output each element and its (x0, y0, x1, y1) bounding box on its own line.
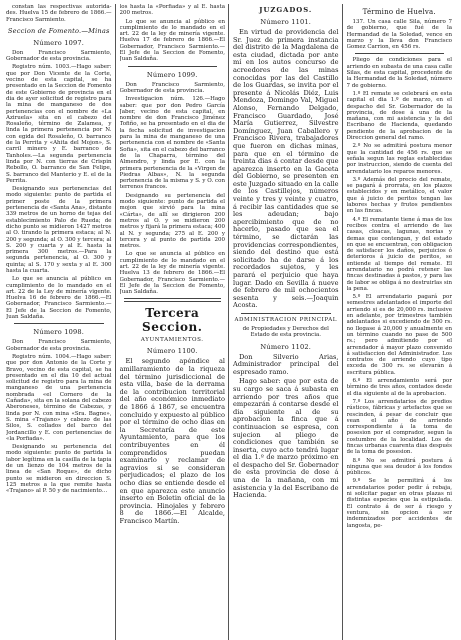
paragraph: 4.º El rematante tiene á mas de los recibos contra el arriendo de las casas, cloacas, lagunas, norias y demas que contengan, y del estado en que se encuentran, con obligacion de satisfacer los daños, perjuicios ó deterioros á juicio de peritos, se entiende al tiempo del remate. El arrendatario no podrá retener las fincas destinadas á pastos, y para las de labor se obliga á no destruirlas sin la pena. (346, 216, 452, 292)
paragraph: Lo que se anuncia al público en cumplimiento de lo mandado en el art. 22 de la ley de minería vigente. Huelva 17 de febrero de 1866.—El Gobernador, Francisco Sarmiento.—El Jefe de la Seccion de Fomento, Juan Saldaña. (119, 18, 225, 63)
paragraph: 1.º El remate se celebrará en esta capital el dia 1.º de marzo, en el despacho del Sr. Gobernador de la provincia, de dose á una de la mañana, con mi asistencia y la del Escribano de Hacienda, quedando pendiente de la aprobacion de la Direccion general del ramo. (346, 90, 452, 142)
paragraph: Designando sus pertenencias del modo siguiente: punto de partida el primer poste de la primera pertenencia de «Santa Ana», distante 339 metros de un horno de tejas del establecimiento Palo de Rueda; de dicho punto se midieron 1427 metros al O. tirando la primera estaca; al N. 200 y segunda; al O. 300 y tercera; al S. 200 y cuarta y al E. hasta la primera 300 metros.—Para la segunda pertenencia, al O. 300 y quinta; al S. 170 y sexta y al E. 300 hasta la cuarta. (6, 186, 112, 274)
notice-number: Número 1099. (146, 70, 198, 79)
paragraph: Registro núm. 1003.—Hago saber: que por Don Vicente de la Corte, vecino de esta capital, se ha presentado en la Seccion de Fomento de este Gobierno de provincia en el dia de ayer solicitud de registro para la mina de manganeso de dos pertenencias con el nombre de «La Aziruela» sita en el cabezo del Rosaleño, término de Zalamea, y linda la primera pertenencia por N. con egida del Rosaleño, O. barranco de la Perrita y «Ahita del Mojon», S. carril minero y E. barranco de Tanholes.—La segunda pertenencia linda por N. con tierras de Crispin Rebollo, O. barranco de San Felipe, S. barranco del Manterio y E. el de la Perrita. (6, 64, 112, 184)
section-title: JUZGADOS. (259, 6, 313, 14)
paragraph: 5.º El arrendatario pagará por semestres adelantados el importe del arriendo si es de 20,000 rs. inclusive en adelante, por trimestres también adelantados si excediendo de 500 rs. no llegase á 20,000 y anualmente en un término cuando no pase de 500 rs.; pero admitiendo por el arrendador á mayor plazo convenido á satisfaccion del Administrador. Los contratos de arriendo cuyo tipo exceda de 300 rs. se elevarán á escritura pública. (346, 294, 452, 376)
notice-number: Número 1101. (260, 18, 312, 26)
paragraph: 8.º No se admitirá postura á ninguna que sea deudor á los fondos públicos. (346, 457, 452, 477)
paragraph: Investigacion núm. 126.—Hago saber: que por don Pedro García Jaber, vecino de esta capital, en nombre de don Francisco Jiménez Tofiño, se ha presentado en el dia de la fecha solicitud de investigacion para la mina de manganeso de una pertenencia con el nombre de «Santa Sofia», sita en el cabezo del barranco de la Chaparra, término del Almendro, y linda por E. con la primera pertenencia de la «Virgen de Piedras Albas», N. la segunda pertenencia de la misma y S. y O. con terrenos francos. (119, 96, 225, 191)
paragraph: 6.º El arrendamiento será por término de tres años, contados desde el dia siguiente al de la aprobacion. (346, 378, 452, 397)
notice-number: Número 1102. (260, 342, 312, 351)
paragraph: Registro núm. 1004.—Hago saber: que por don Antonio de la Corte y Bravo, vecino de esta capital, se ha presentado en el dia 10 del actual solicitud de registro para la mina de manganeso de una pertenencia nombrada «el Cornero de la Cañada», sita en la solana del cabezo Aberoneses, término de Cabezas, y linda por N. con mina «Sra. Bagne», S. mina «Trajano» y cabezo de las Silos, S. collados del barco del Jordancillo y E. con pertenencias de «la Porfiada». (6, 353, 112, 442)
paragraph: Don Francisco Sarmiento, Gobernador de esta provincia. (119, 81, 225, 94)
column-1 (6, 4, 116, 640)
paragraph: Designando su pertenencia del modo siguiente: punto de partida la labor legítima en la casilla de la tapia de un lienzo de 104 metros de la linea de «San Roque», de dicho punto se midieron en direccion S. 125 metros a la que remite hasta «Trajano» al P. 50 y de nacimiento… (6, 444, 112, 495)
paragraph: 137. Un casa calle Sila, número 7 de gobierno, que fué de la Hermandad de la Soledad, vence en marzo y la lleva don Francisco Gomez Carrion, en 456 rs. (346, 19, 452, 51)
section-subtitle: AYUNTAMIENTOS. (140, 337, 204, 344)
paragraph: Pliego de condiciones para el arriendo en subasta de una casa calle Silas, de esta capital, procedente de la Hermandad de la Soledad, número 7 de gobierno. (346, 57, 452, 89)
divider (241, 313, 331, 314)
notice-number: Número 1097. (33, 38, 85, 47)
notice-number: Número 1098. (33, 328, 85, 337)
divider (14, 323, 104, 324)
divider (128, 66, 218, 67)
paragraph: Don Silverio Arias, Administrador principal del espresado ramo. (233, 352, 339, 376)
column-2 (120, 4, 230, 640)
paragraph: 3.º Además del precio del remate, se pagará á prorrata, en los plazos establecidos y en metálico, el valor que á juicio de peritos tengan las labores hechas y frutos pendientes en las fincas. (346, 176, 452, 215)
paragraph: Hago saber: que por esta de su cargo se saca á subasta en arriendo por tres años que empezarán á contarse desde el dia siguiente al de su aprobacion la finca que á continuacion se espresa, con sujecion al pliego de condiciones que también se inserta, cuyo acto tendrá lugar el dia 1.º de marzo próximo en el despacho del Sr. Gobernador de esta provincia de dose á una de la mañana, con mi asistencia y la del Escribano de Hacienda. (233, 377, 339, 500)
paragraph: Don Francisco Sarmiento, Gobernador de esta provincia. (6, 339, 112, 352)
paragraph: Designando su pertenencia del modo siguiente: punto de partida el mojon que sirvió para la mina «Cárta», de allí se dirigieron 200 metros al O. y se midieron 200 metros y fijará la primera estaca; 400 al N. y segunda; 275 al E. 200 y tercera y al punto de partida 200 metros. (119, 192, 225, 250)
paragraph: En virtud de providencia del Sr. Juez de primera instancia del distrito de la Magdalena de esta ciudad, dictada por ante mí en los autos concurso de acreedores de las minas conocidas por las del Castillo de los Guardas, se invita por el presente á Nicolás Diéz, Luis Mendoza, Domingo Val, Miguel Alonso, Fernando Delgado, Francisco Guardado, José María Gutierrez, Silvestre Domínguez, Juan Caballero y Francisco Rivera, trabajadores que fueron en dichas minas, para que en el término de treinta dias á contar desde que aparezca inserto en la Gaceta del Gobierno, se presenten en este Juzgado situado en la calle de los Castillejos, números veinte y tres y veinte y cuatro, á recibir las cantidades que se les adeudan; bajo apercibimiento que de no hacerlo, pasado que sea el término, se dictarán las providencias correspondientes, siendo del destino que está solicitado ha de darse á los recordados sujetos, y les parará el perjuicio que haya lugar. Dado en Sevilla á nueve de febrero de mil ochocientos sesenta y seis.—Joaquin Acosta. (233, 28, 339, 310)
section-title: Tercera Seccion. (142, 306, 203, 335)
paragraph: 7.º Los arrendatarios de predios rústicos, fábricas y artefactos que se rescinden, á pesar de concluir que vean el año de arriendo correspondiente á la toma de posesion por el comprador, segun la costumbre de la localidad. Los de fincas urbanas cuarenta dias después de la toma de posesion. (346, 398, 452, 456)
paragraph: Lo que se anuncia al público en cumplimiento de lo mandado en el art. 22 de la ley de minería vigente. Huelva 13 de febrero de 1866.—El Gobernador, Francisco Sarmiento.—El Jefe de la Seccion de Fomento, Juan Saldaña. (119, 251, 225, 296)
paragraph: Don Francisco Sarmiento, Gobernador de esta provincia. (6, 49, 112, 63)
paragraph: El segundo apéndice al amillaramiento de la riqueza del término jurisdiccional de esta villa, base de la derrama de la contribucion territorial del año económico inmediato de 1866 á 1867, se encuentra concluido y expuesto al público por el término de ocho dias en la Secretaría de este Ayuntamiento, para que los contribuyentes en él comprendidos puedan examinarlo y reclamar de agravios si se consideran perjudicados; el plazo de los ocho dias se entiende desde el en que aparezca este anuncio inserto en Boletin oficial de la provincia. Hinojales y febrero 8 de 1866.—El Alcalde, Francisco Martín. (119, 357, 225, 525)
paragraph: Lo que se anuncia al público en cumplimiento de lo mandado en el art. 22 de la Ley de minería vigente. Huelva 16 de febrero de 1866.—El Gobernador, Francisco Sarmiento.—El Jefe de la Seccion de Fomento, Juan Saldaña. (6, 276, 112, 321)
divider (355, 53, 445, 54)
notice-number: Número 1100. (146, 347, 198, 356)
double-divider (124, 298, 222, 302)
column-4 (347, 4, 456, 640)
section-title: ADMINISTRACION PRINCIPAL (234, 316, 338, 323)
column-3 (233, 4, 343, 640)
section-subtitle: de Propiedades y Derechos del Estado de esta provincia. (242, 325, 329, 339)
paragraph: 9.º Se le permitirá á los arrendatarios poder pedir á rebaja, ni solicitar pagar en otras plazas ni distintas especies que la estipulada. El contrato á de ser á riesgo y ventura, sin opcion á ser indemnizados por accidentes de langosta, pe- (346, 478, 452, 529)
section-title: Término de Huelva. (362, 8, 436, 16)
paragraph: constan las respectivas autorida-des. Huelva 15 de febrero de 1866.—Francisco Sarmiento. (6, 4, 112, 23)
paragraph: los hasta la «Porfiada» y al E. hasta 200 metros. (119, 4, 225, 17)
paragraph: 2.º No se admitirá postura menor que la cantidad de 456 rs. que se señala segun las reglas establecidas por instruccion, siendo de cuenta del arrendatario los reparos menores. (346, 143, 452, 175)
section-heading: Seccion de Fomento.—Minas (7, 26, 110, 35)
